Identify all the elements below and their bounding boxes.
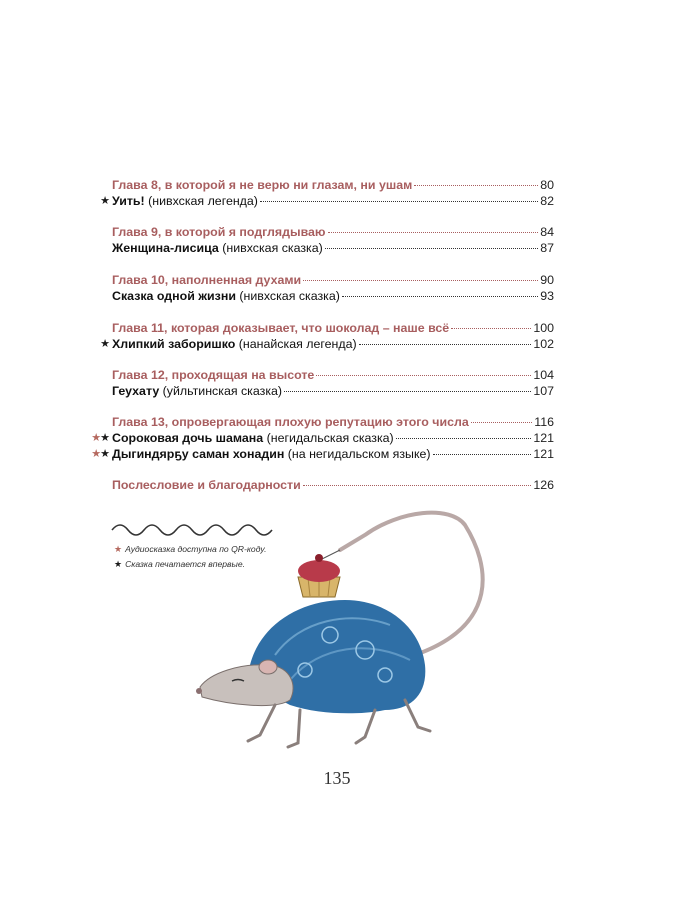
toc-page-number: 90	[540, 273, 554, 287]
toc-page-number: 102	[533, 337, 554, 351]
toc-entry-title: Глава 13, опровергающая плохую репутацию этого числа	[112, 415, 469, 429]
dot-leader	[316, 375, 531, 376]
toc-chapter-row	[112, 367, 554, 383]
red-star-icon: ★	[114, 544, 123, 554]
toc-page-number: 116	[534, 415, 554, 429]
cupcake-string	[320, 550, 340, 560]
toc-entry-title: Уить!	[112, 194, 145, 208]
rat-illustration	[180, 505, 520, 755]
toc-entry-note: (нивхская сказка)	[235, 289, 340, 303]
toc-page-number: 93	[540, 289, 554, 303]
toc-chapter-row	[112, 272, 554, 288]
dot-leader	[359, 344, 532, 345]
toc-entry-title: Глава 10, наполненная духами	[112, 273, 302, 287]
toc-page-number: 80	[540, 178, 554, 192]
cupcake-icon	[298, 554, 340, 597]
toc-chapter-row	[112, 224, 554, 240]
dot-leader	[451, 328, 531, 329]
toc-page-number: 82	[540, 194, 554, 208]
black-star-icon: ★	[100, 338, 109, 350]
toc-page-number: 104	[533, 368, 554, 382]
page-number: 135	[323, 768, 351, 788]
toc-chapter-row	[112, 414, 554, 430]
red-star-icon: ★	[91, 448, 101, 460]
black-star-icon: ★	[100, 432, 109, 444]
toc-entry-title: Глава 8, в которой я не верю ни глазам, ни ушам	[112, 178, 413, 192]
toc-page-number: 100	[533, 321, 554, 335]
toc-tale-row	[112, 240, 554, 256]
stars	[91, 446, 109, 462]
black-star-icon: ★	[114, 559, 123, 569]
toc-page-number: 84	[540, 225, 554, 239]
toc-tale-row	[100, 336, 554, 352]
dot-leader	[433, 454, 532, 455]
rat-head	[196, 660, 293, 706]
toc-entry-title: Женщина-лисица	[112, 241, 219, 255]
legend-first-print-text: Сказка печатается впервые.	[125, 559, 246, 569]
toc-tale-row	[91, 446, 554, 462]
toc-entry-note: (на негидальском языке)	[284, 447, 431, 461]
toc-entry-note: (негидальская сказка)	[263, 431, 394, 445]
toc-page-number: 121	[533, 431, 554, 445]
toc-entry-title: Глава 11, которая доказывает, что шоколад – наше всё	[112, 321, 450, 335]
toc-entry-title: Сказка одной жизни	[112, 289, 236, 303]
dot-leader	[414, 185, 538, 186]
dot-leader	[303, 485, 532, 486]
toc-entry-title: Послесловие и благодарности	[112, 478, 301, 492]
toc-entry-title: Дыгиндярҕу саман хонадин	[112, 447, 285, 461]
toc-chapter-row	[112, 477, 554, 493]
toc-tale-row	[100, 193, 554, 209]
dot-leader	[396, 438, 532, 439]
toc-entry-note: (уйльтинская сказка)	[159, 384, 283, 398]
stars	[100, 193, 109, 209]
toc-entry-title: Хлипкий заборишко	[112, 337, 236, 351]
dot-leader	[260, 201, 538, 202]
toc-tale-row	[112, 288, 554, 304]
toc-entry-note: (нанайская легенда)	[235, 337, 357, 351]
stars	[91, 430, 109, 446]
red-star-icon: ★	[91, 432, 101, 444]
black-star-icon: ★	[100, 195, 109, 207]
toc-entry-title: Геухату	[112, 384, 160, 398]
toc-entry-title: Сороковая дочь шамана	[112, 431, 264, 445]
toc-chapter-row	[112, 320, 554, 336]
toc-page-number: 87	[540, 241, 554, 255]
dot-leader	[328, 232, 538, 233]
toc-entry-note: (нивхская сказка)	[218, 241, 323, 255]
toc-entry-title: Глава 12, проходящая на высоте	[112, 368, 315, 382]
toc-page-number: 126	[533, 478, 554, 492]
dot-leader	[303, 280, 538, 281]
toc-entry-note: (нивхская легенда)	[144, 194, 258, 208]
legend-audio-text: Аудиосказка доступна по QR-коду.	[125, 544, 267, 554]
toc-chapter-row	[112, 177, 554, 193]
black-star-icon: ★	[100, 448, 109, 460]
toc-page-number: 121	[533, 447, 554, 461]
toc-entry-title: Глава 9, в которой я подглядываю	[112, 225, 326, 239]
dot-leader	[471, 422, 532, 423]
stars	[100, 336, 109, 352]
dot-leader	[284, 391, 531, 392]
dot-leader	[342, 296, 538, 297]
toc-page-number: 107	[533, 384, 554, 398]
toc-tale-row	[91, 430, 554, 446]
dot-leader	[325, 248, 538, 249]
toc-tale-row	[112, 383, 554, 399]
